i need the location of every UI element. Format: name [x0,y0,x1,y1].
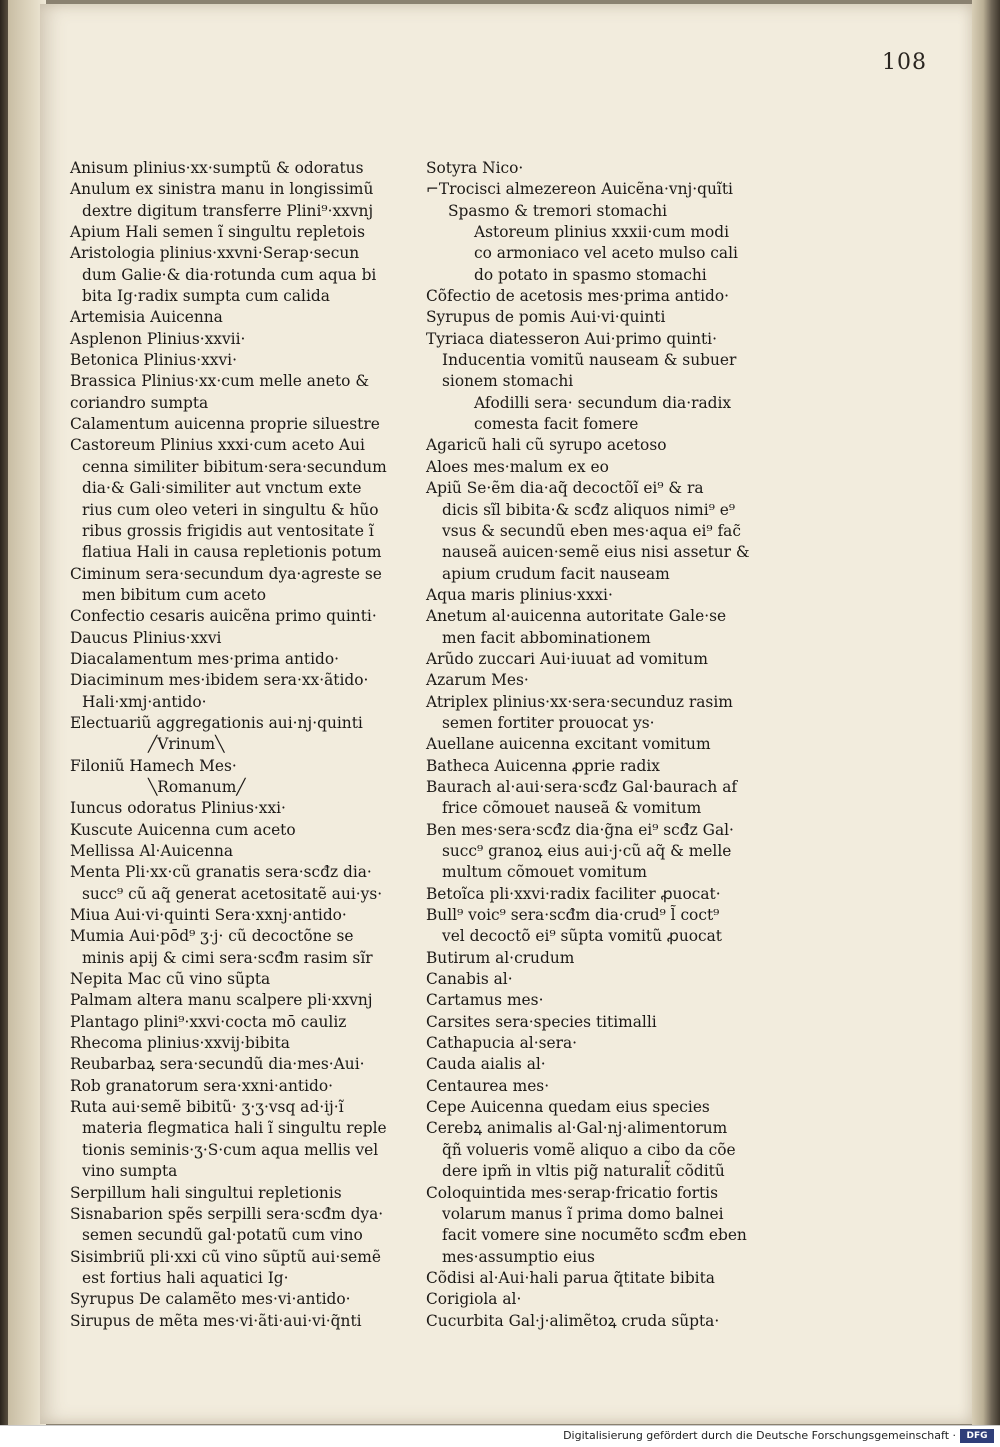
text-line: tionis seminis·ʒ·S·cum aqua mellis vel [82,1140,379,1159]
text-line: Aqua maris plinius·xxxi· [426,585,613,604]
text-line: Mellissa Al·Auicenna [70,842,234,860]
text-line: Batheca Auicenna ꝓprie radix [426,756,660,775]
text-line: q̃ñ volueris vomẽ aliquo a cibo da cõe [442,1140,736,1159]
text-line: Betonica Plinius·xxvi· [70,351,237,370]
text-line: comesta facit fomere [474,415,639,434]
text-line: vsus & secundũ eben mes·aqua ei⁹ fac̃ [442,521,741,540]
text-line: Rhecoma plinius·xxvij·bibita [70,1034,290,1053]
text-line: Rob granatorum sera·xxni·antido· [70,1076,334,1095]
text-line: dicis sĩl bibita·& scđz aliquos nimi⁹ e⁹ [442,500,736,519]
text-line: Sotyra Nico· [426,159,524,177]
left-text-column [70,158,400,1332]
text-line: coriandro sumpta [70,393,209,412]
text-line: Serpillum hali singultui repletionis [70,1183,342,1202]
text-line: Diacalamentum mes·prima antido· [70,649,340,668]
text-line: Butirum al·crudum [426,948,575,967]
text-line: Agaricũ hali cũ syrupo acetoso [426,436,667,455]
text-line: Atriplex plinius·xx·sera·secunduz rasim [426,692,733,711]
text-line: men facit abbominationem [442,628,651,647]
text-line: Inducentia vomitũ nauseam & subuer [442,351,737,370]
text-line: mes·assumptio eius [442,1247,595,1266]
text-line: ╲Romanum╱ [148,777,246,796]
text-line: Syrupus de pomis Aui·vi·quinti [426,308,666,327]
text-line: Cartamus mes· [426,991,544,1010]
text-line: Cauda aialis al· [426,1055,546,1074]
text-line: Plantago plini⁹·xxvi·cocta mō cauliz [70,1012,347,1031]
text-line: Cucurbita Gal·j·alimẽtoꝝ cruda sũpta· [426,1311,720,1330]
text-line: Miua Aui·vi·quinti Sera·xxnj·antido· [70,906,347,925]
text-line: semen secundũ gal·potatũ cum vino [82,1226,363,1245]
text-line: Cõdisi al·Aui·hali parua q̃titate bibita [426,1268,715,1287]
text-line: Reubarbaꝝ sera·secundũ dia·mes·Aui· [70,1055,365,1074]
text-line: nauseã auicen·semẽ eius nisi assetur & [442,543,750,562]
text-line: Diaciminum mes·ibidem sera·xx·ãtido· [70,671,369,690]
text-line: est fortius hali aquatici Ig· [82,1268,289,1287]
text-line: dum Galie·& dia·rotunda cum aqua bi [82,265,377,284]
text-line: Menta Pli·xx·cũ granatis sera·scđz dia· [70,863,372,882]
text-line: ⌐Trocisci almezereon Auicẽna·vnj·quĩti [426,180,733,199]
text-line: Baurach al·aui·sera·scđz Gal·baurach af [426,777,738,796]
right-text-column [426,158,750,1332]
text-line: Auellane auicenna excitant vomitum [426,735,711,754]
text-line: vino sumpta [82,1162,178,1181]
text-line: Syrupus De calamẽto mes·vi·antido· [70,1290,351,1309]
text-line: Confectio cesaris auicẽna primo quinti· [70,607,377,626]
text-line: Daucus Plinius·xxvi [70,628,222,647]
text-line: Betoĩca pli·xxvi·radix faciliter ꝓuocat· [426,884,721,903]
text-line: cenna similiter bibitum·sera·secundum [82,457,387,476]
text-line: Aristologia plinius·xxvni·Serap·secun [70,244,360,263]
text-line: volarum manus ĩ prima domo balnei [442,1204,724,1223]
text-line: semen fortiter prouocat ys· [442,713,655,732]
text-line: frice cõmouet nauseã & vomitum [442,799,702,818]
text-line: Artemisia Auicenna [70,308,223,327]
text-line: ╱Vrinum╲ [148,735,225,754]
text-line: Aloes mes·malum ex eo [426,457,609,476]
text-line: Castoreum Plinius xxxi·cum aceto Aui [70,436,365,455]
text-line: Carsites sera·species titimalli [426,1012,657,1031]
text-line: succ⁹ cũ aq̃ generat acetositatẽ aui·ys· [82,884,383,903]
text-line: Hali·xmj·antido· [82,692,207,711]
text-line: Filoniũ Hamech Mes· [70,756,237,775]
text-line: Afodilli sera· secundum dia·radix [474,393,732,412]
text-line: Mumia Aui·pōd⁹ ʒ·j· cũ decoctõne se [70,927,354,946]
text-line: Spasmo & tremori stomachi [448,201,668,220]
text-line: Asplenon Plinius·xxvii· [70,329,246,348]
text-line: Anulum ex sinistra manu in longissimũ [70,180,374,199]
text-line: Ciminum sera·secundum dya·agreste se [70,564,382,583]
text-line: apium crudum facit nauseam [442,564,670,583]
text-line: Ruta aui·semẽ bibitũ· ʒ·ʒ·vsq ad·ij·ĩ [70,1098,344,1117]
text-line: multum cõmouet vomitum [442,863,648,882]
text-line: Ben mes·sera·scđz dia·g̃na ei⁹ scđz Gal· [426,820,734,839]
funding-note: Digitalisierung gefördert durch die Deutsche Forschungsgemeinschaft · [563,1429,956,1442]
text-line: Cõfectio de acetosis mes·prima antido· [426,287,730,306]
text-line: Arũdo zuccari Aui·iuuat ad vomitum [426,649,708,668]
text-line: Anisum plinius·xx·sumptũ & odoratus [70,159,364,177]
page-number: 108 [882,50,927,75]
text-line: Cerebꝝ animalis al·Gal·nj·alimentorum [426,1119,728,1138]
text-line: Palmam altera manu scalpere pli·xxvnj [70,991,373,1010]
text-line: Calamentum auicenna proprie siluestre [70,415,380,434]
text-line: Iuncus odoratus Plinius·xxi· [70,799,286,818]
footer-bar [0,1425,1000,1447]
text-line: Apiũ Se·ẽm dia·aq̃ decoctõĩ ei⁹ & ra [426,479,704,498]
text-line: do potato in spasmo stomachi [474,265,707,284]
text-line: ribus grossis frigidis aut ventositate ĩ [82,521,374,540]
text-line: Sirupus de mẽta mes·vi·ãti·aui·vi·q̃nti [70,1311,362,1330]
text-line: sionem stomachi [442,372,574,391]
text-line: co armoniaco vel aceto mulso cali [474,244,738,263]
text-line: Anetum al·auicenna autoritate Gale·se [426,607,727,626]
text-line: Tyriaca diatesseron Aui·primo quinti· [426,329,718,348]
text-line: facit vomere sine nocumẽto scđm eben [442,1226,747,1245]
text-line: minis apij & cimi sera·scđm rasim sĩr [82,948,373,967]
text-line: Sisnabarion spẽs serpilli sera·scđm dya· [70,1204,384,1223]
text-line: men bibitum cum aceto [82,585,267,604]
dfg-logo: DFG [960,1429,994,1443]
text-line: succ⁹ granoꝝ eius aui·j·cũ aq̃ & melle [442,842,732,860]
text-line: Cepe Auicenna quedam eius species [426,1098,710,1117]
text-line: Azarum Mes· [426,671,529,690]
text-line: rius cum oleo veteri in singultu & hũo [82,500,379,519]
text-line: Coloquintida mes·serap·fricatio fortis [426,1183,718,1202]
page-right-edge [972,0,1000,1425]
text-line: vel decoctõ ei⁹ sũpta vomitũ ꝓuocat [442,927,722,946]
text-line: Bull⁹ voic⁹ sera·scđm dia·crud⁹ l̃ coct⁹ [426,906,720,925]
text-line: Canabis al· [426,970,513,989]
text-line: Astoreum plinius xxxii·cum modi [474,223,729,242]
text-line: Electuariũ aggregationis aui·nj·quinti [70,713,363,732]
text-line: Cathapucia al·sera· [426,1034,578,1053]
text-line: Kuscute Auicenna cum aceto [70,820,296,839]
text-line: bita Ig·radix sumpta cum calida [82,287,330,306]
text-line: dia·& Gali·similiter aut vnctum exte [82,479,362,498]
text-line: Sisimbriũ pli·xxi cũ vino sũptũ aui·semẽ [70,1247,381,1266]
text-line: flatiua Hali in causa repletionis potum [82,543,382,562]
text-line: dextre digitum transferre Plini⁹·xxvnj [82,201,374,220]
text-line: dere ipm̃ in vltis pig̃ naturalit̃ cõditũ [442,1162,725,1181]
text-line: Nepita Mac cũ vino sũpta [70,970,271,989]
text-line: Brassica Plinius·xx·cum melle aneto & [70,372,370,391]
text-line: Apium Hali semen ĩ singultu repletois [70,223,365,242]
text-line: Corigiola al· [426,1290,522,1309]
text-line: Centaurea mes· [426,1076,550,1095]
text-line: materia flegmatica hali ĩ singultu reple [82,1119,387,1138]
